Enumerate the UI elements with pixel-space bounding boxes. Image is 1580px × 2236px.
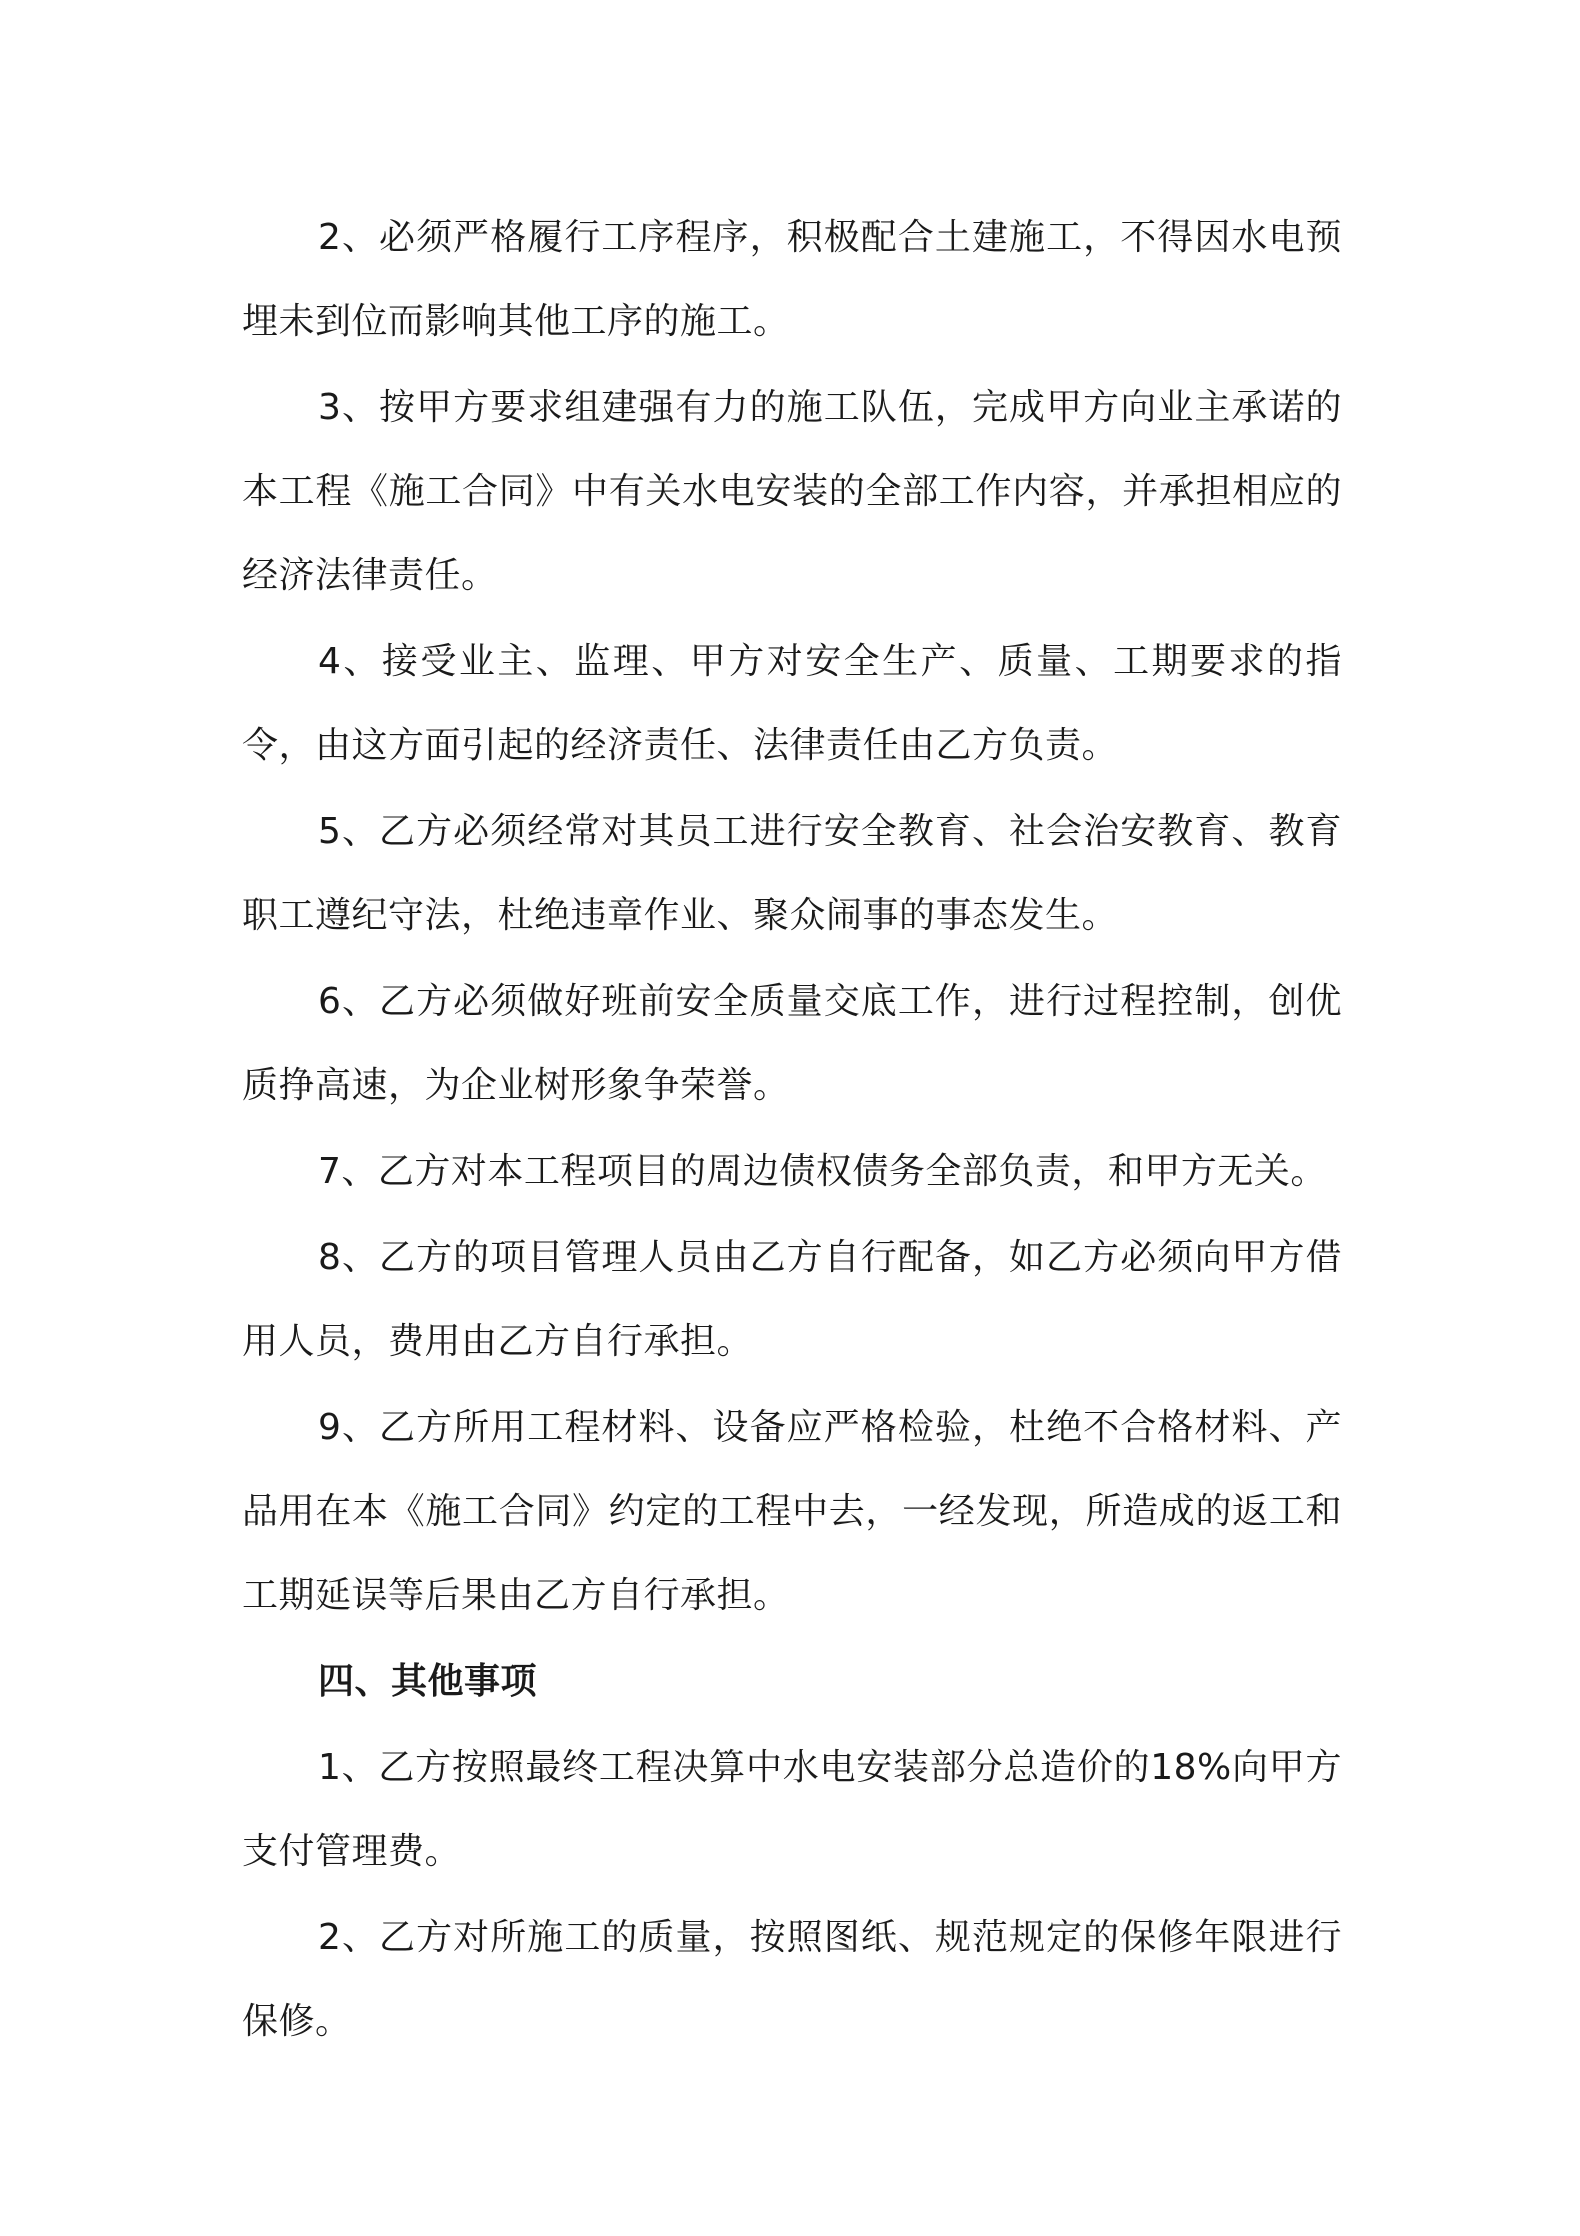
clause-4: 4、接受业主、监理、甲方对安全生产、质量、工期要求的指令，由这方面引起的经济责任、法律责任由乙方负责。 (242, 641, 1342, 766)
clause-5: 5、乙方必须经常对其员工进行安全教育、社会治安教育、教育职工遵纪守法，杜绝违章作业、聚众闹事的事态发生。 (242, 811, 1342, 936)
other-clause-2: 2、乙方对所施工的质量，按照图纸、规范规定的保修年限进行保修。 (242, 1917, 1342, 2042)
clause-7: 7、乙方对本工程项目的周边债权债务全部负责，和甲方无关。 (318, 1151, 1327, 1192)
other-clause-1: 1、乙方按照最终工程决算中水电安装部分总造价的18%向甲方支付管理费。 (242, 1747, 1342, 1872)
document-body (242, 196, 1342, 2066)
clause-6: 6、乙方必须做好班前安全质量交底工作，进行过程控制，创优质挣高速，为企业树形象争荣誉。 (242, 981, 1342, 1106)
clause-3: 3、按甲方要求组建强有力的施工队伍，完成甲方向业主承诺的本工程《施工合同》中有关水电安装的全部工作内容，并承担相应的经济法律责任。 (242, 387, 1342, 596)
clause-2: 2、必须严格履行工序程序，积极配合土建施工，不得因水电预埋未到位而影响其他工序的施工。 (242, 217, 1342, 342)
clause-8: 8、乙方的项目管理人员由乙方自行配备，如乙方必须向甲方借用人员，费用由乙方自行承担。 (242, 1237, 1342, 1362)
section-heading: 四、其他事项 (318, 1661, 538, 1702)
clause-9: 9、乙方所用工程材料、设备应严格检验，杜绝不合格材料、产品用在本《施工合同》约定的工程中去，一经发现，所造成的返工和工期延误等后果由乙方自行承担。 (242, 1407, 1342, 1616)
